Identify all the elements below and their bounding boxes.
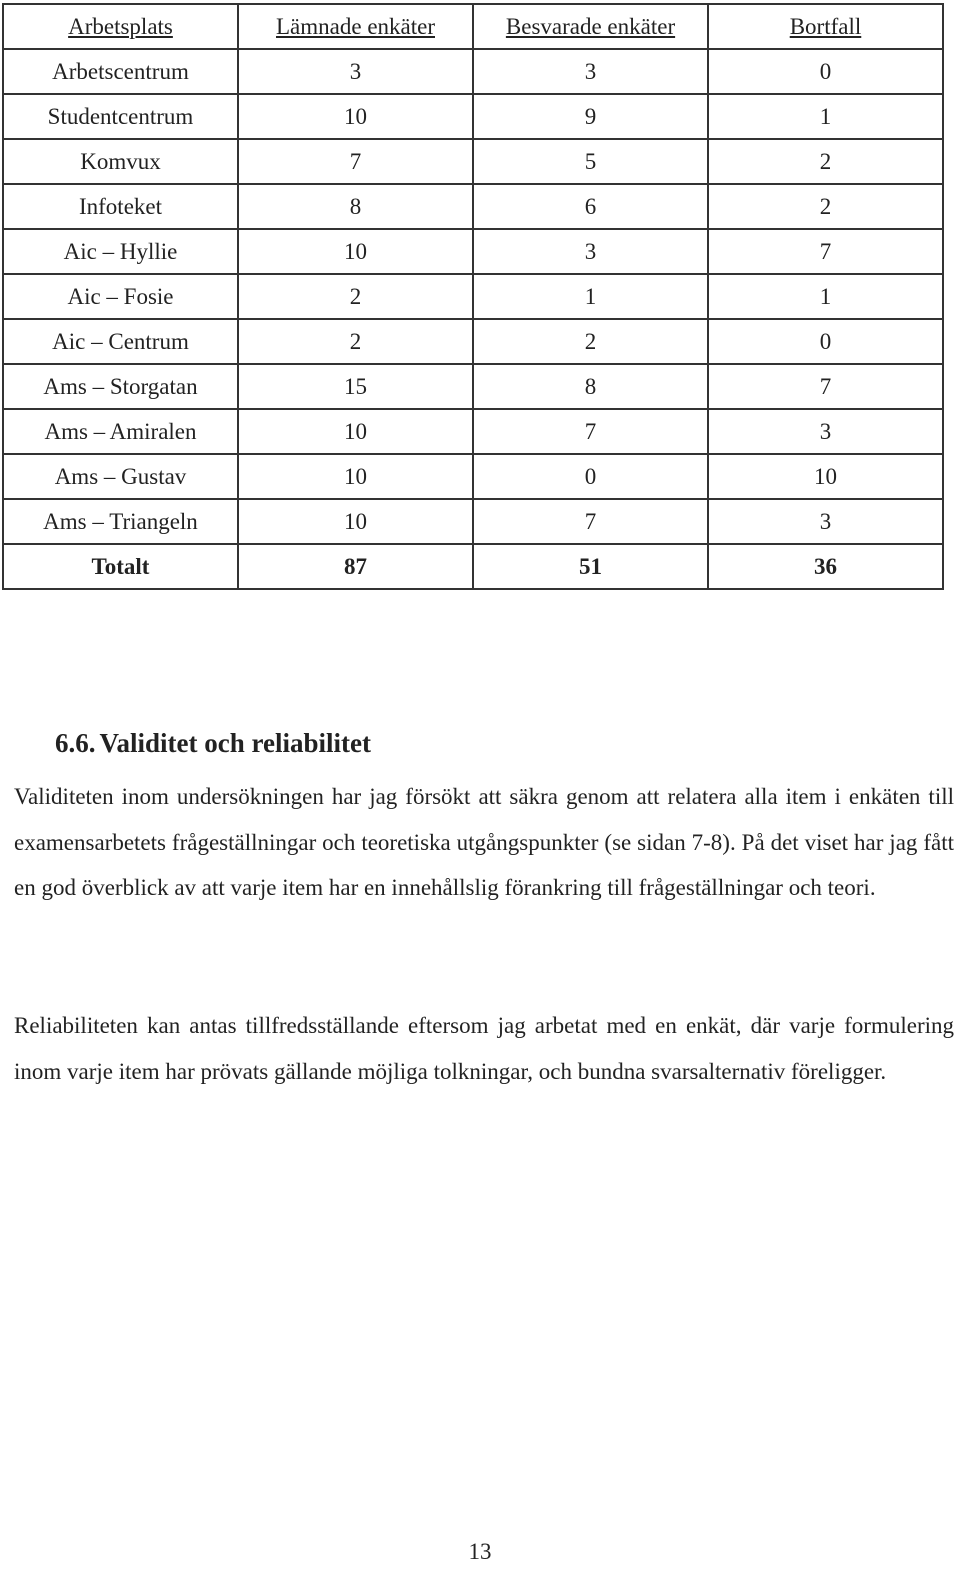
table-cell: 3 (473, 49, 708, 94)
table-cell: 5 (473, 139, 708, 184)
table-cell: 7 (473, 499, 708, 544)
table-cell: 9 (473, 94, 708, 139)
table-cell: 1 (473, 274, 708, 319)
table-cell: Ams – Triangeln (3, 499, 238, 544)
table-row (3, 499, 943, 544)
table-cell: Komvux (3, 139, 238, 184)
total-dropout: 36 (708, 544, 943, 589)
table-row (3, 49, 943, 94)
table-row (3, 454, 943, 499)
table-cell: 0 (708, 49, 943, 94)
header-cell-answered: Besvarade enkäter (473, 4, 708, 49)
table-cell: 1 (708, 274, 943, 319)
total-label: Totalt (3, 544, 238, 589)
table-cell: 3 (708, 409, 943, 454)
table-row (3, 364, 943, 409)
table-cell: 2 (708, 139, 943, 184)
table-cell: 10 (238, 229, 473, 274)
table-cell: Ams – Gustav (3, 454, 238, 499)
table-cell: 2 (473, 319, 708, 364)
table-cell: 10 (708, 454, 943, 499)
section-heading (55, 727, 371, 759)
page-number: 13 (468, 1539, 492, 1564)
table-cell: 3 (238, 49, 473, 94)
table-cell: Aic – Fosie (3, 274, 238, 319)
table-row (3, 274, 943, 319)
table-cell: 0 (473, 454, 708, 499)
table-cell: 7 (473, 409, 708, 454)
table-cell: 15 (238, 364, 473, 409)
table-cell: 2 (238, 319, 473, 364)
section-title: Validitet och reliabilitet (99, 728, 371, 758)
table-cell: 8 (238, 184, 473, 229)
survey-table (2, 3, 944, 590)
table-cell: 7 (708, 229, 943, 274)
table-cell: 7 (238, 139, 473, 184)
table-row (3, 409, 943, 454)
table-cell: Aic – Hyllie (3, 229, 238, 274)
table-row (3, 139, 943, 184)
header-cell-distributed: Lämnade enkäter (238, 4, 473, 49)
table-cell: Ams – Amiralen (3, 409, 238, 454)
table-cell: Studentcentrum (3, 94, 238, 139)
table-cell: Aic – Centrum (3, 319, 238, 364)
header-cell-dropout: Bortfall (708, 4, 943, 49)
header-cell-workplace: Arbetsplats (3, 4, 238, 49)
section-number: 6.6. (55, 728, 96, 758)
table-cell: 2 (708, 184, 943, 229)
table-cell: Arbetscentrum (3, 49, 238, 94)
table-cell: 6 (473, 184, 708, 229)
table-cell: 10 (238, 499, 473, 544)
table-cell: 10 (238, 94, 473, 139)
table-row (3, 319, 943, 364)
table-cell: 10 (238, 454, 473, 499)
table-cell: 0 (708, 319, 943, 364)
table-row (3, 184, 943, 229)
total-distributed: 87 (238, 544, 473, 589)
table-total-row (3, 544, 943, 589)
table-cell: 3 (708, 499, 943, 544)
table-cell: 3 (473, 229, 708, 274)
paragraph-reliability: Reliabiliteten kan antas tillfredsställande eftersom jag arbetat med en enkät, där varje formulering inom varje item har prövats gällande möjliga tolkningar, och bundna svarsalternativ föreligger. (14, 1013, 954, 1084)
table-cell: 10 (238, 409, 473, 454)
table-cell: 1 (708, 94, 943, 139)
table-cell: Ams – Storgatan (3, 364, 238, 409)
table-cell: 7 (708, 364, 943, 409)
paragraph-validity: Validiteten inom undersökningen har jag försökt att säkra genom att relatera alla item i enkäten till examensarbetets frågeställningar och teoretiska utgångspunkter (se sidan 7-8). På det viset har jag fått en god överblick av att varje item har en innehållslig förankring till frågeställningar och teori. (14, 784, 954, 900)
table-row (3, 229, 943, 274)
table-row (3, 94, 943, 139)
total-answered: 51 (473, 544, 708, 589)
table-cell: 8 (473, 364, 708, 409)
table-cell: Infoteket (3, 184, 238, 229)
table-cell: 2 (238, 274, 473, 319)
table-header-row (3, 4, 943, 49)
